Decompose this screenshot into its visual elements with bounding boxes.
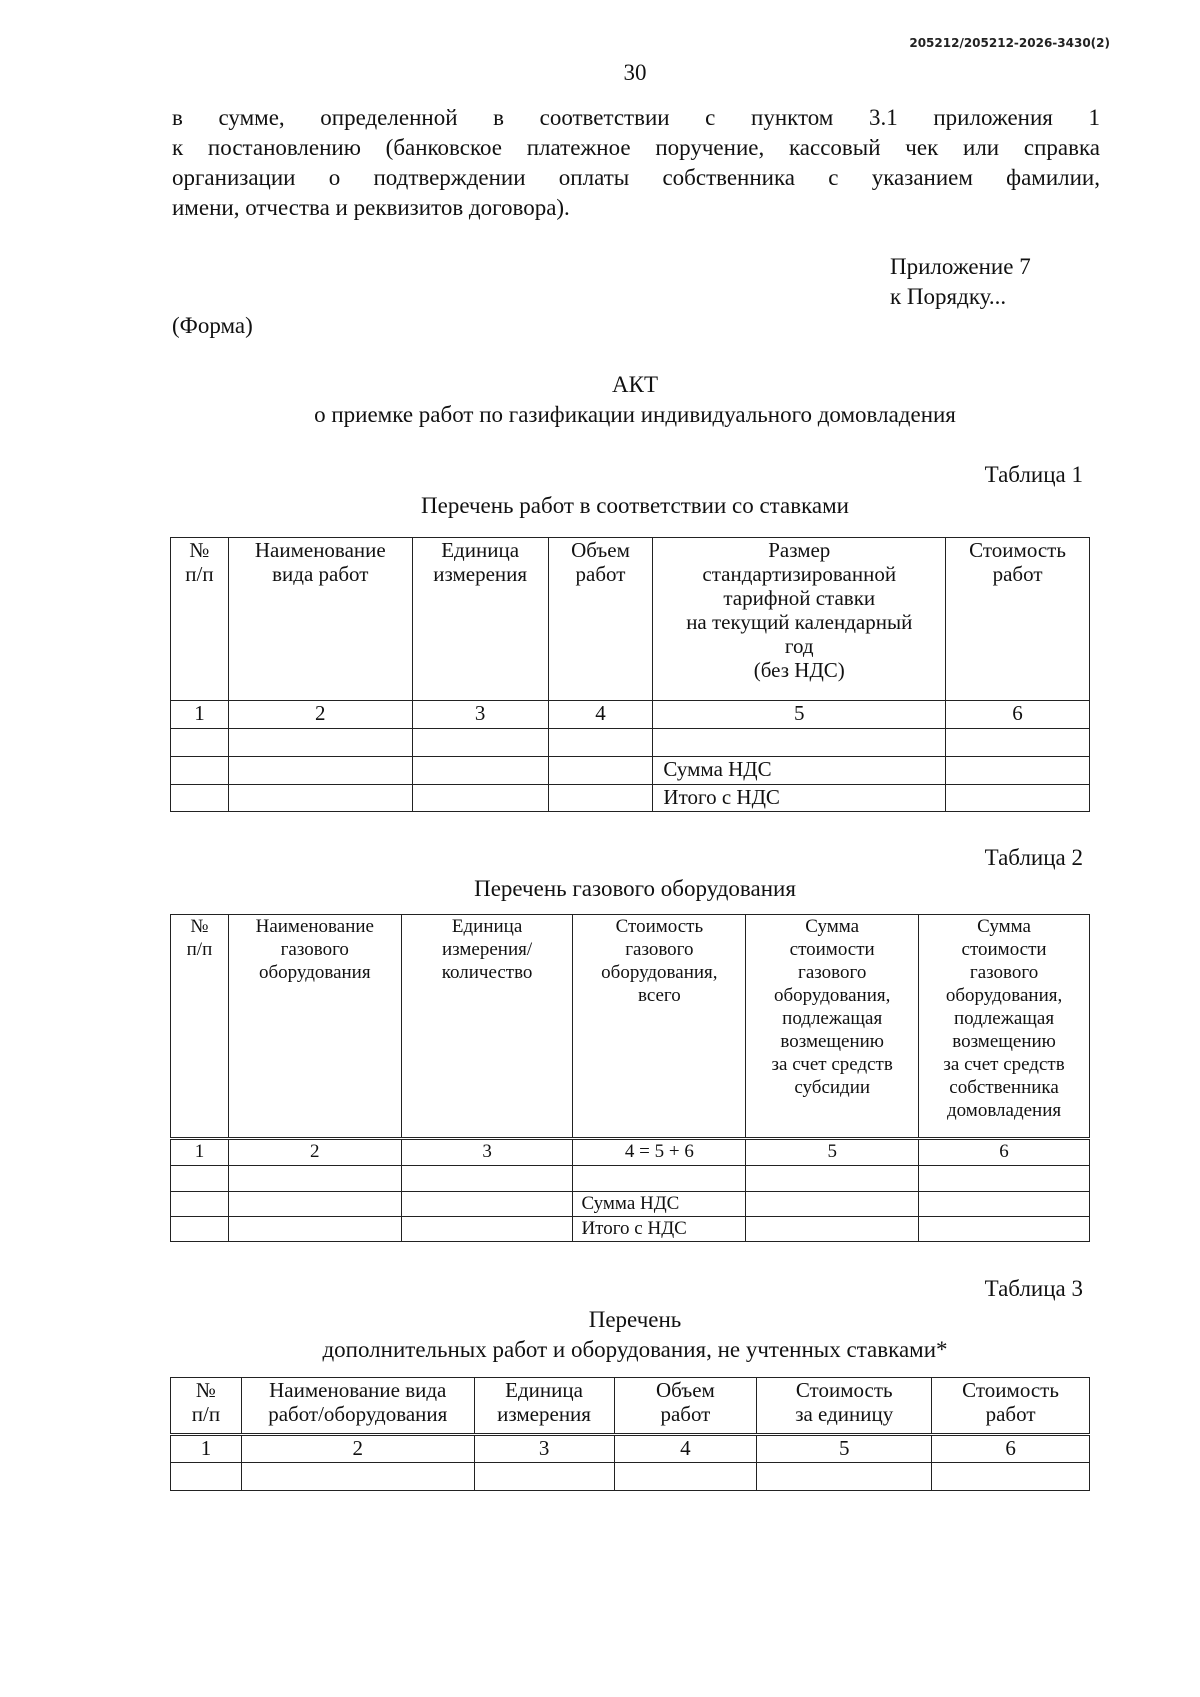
column-number: 5 <box>757 1435 932 1463</box>
header-cell: Единица измерения <box>412 538 548 701</box>
header-cell: Стоимость работ <box>932 1378 1090 1435</box>
column-number: 6 <box>919 1139 1090 1166</box>
intro-line: имени, отчества и реквизитов договора). <box>172 195 570 220</box>
header-cell: Сумма стоимости газового оборудования, подлежащая возмещению за счет средств субсидии <box>746 915 919 1139</box>
table3-label: Таблица 3 <box>984 1276 1083 1301</box>
column-number: 5 <box>653 701 946 729</box>
header-cell: Наименование вида работ/оборудования <box>241 1378 474 1435</box>
header-cell: Объем работ <box>548 538 653 701</box>
vat-sum-label: Сумма НДС <box>653 757 946 785</box>
appendix-reference <box>890 252 1031 312</box>
column-number: 3 <box>412 701 548 729</box>
page-number: 30 <box>623 60 647 85</box>
intro-line: к постановлению (банковское платежное поручение, кассовый чек или справка <box>172 135 1100 160</box>
column-number: 4 <box>548 701 653 729</box>
total-row <box>171 785 1090 812</box>
header-cell: Наименование вида работ <box>228 538 412 701</box>
column-number: 3 <box>401 1139 573 1166</box>
gas-equipment-table <box>170 914 1090 1242</box>
column-number: 6 <box>932 1435 1090 1463</box>
vat-row <box>171 757 1090 785</box>
column-number: 1 <box>171 1435 242 1463</box>
table1-label: Таблица 1 <box>984 462 1083 487</box>
header-cell: Единица измерения/ количество <box>401 915 573 1139</box>
intro-line: организации о подтверждении оплаты собственника с указанием фамилии, <box>172 165 1100 190</box>
act-subtitle: о приемке работ по газификации индивидуального домовладения <box>314 402 956 427</box>
appendix-line: Приложение 7 <box>890 254 1031 279</box>
table-header-row <box>171 915 1090 1139</box>
intro-paragraph <box>172 103 1100 223</box>
header-cell: Объем работ <box>614 1378 757 1435</box>
table-header-row <box>171 1378 1090 1435</box>
table-row <box>171 1463 1090 1491</box>
column-number: 3 <box>474 1435 614 1463</box>
table-header-row <box>171 538 1090 701</box>
header-cell: № п/п <box>171 538 229 701</box>
document-id: 205212/205212-2026-3430(2) <box>909 36 1110 50</box>
table-row <box>171 729 1090 757</box>
table-row <box>171 1166 1090 1192</box>
header-cell: Сумма стоимости газового оборудования, подлежащая возмещению за счет средств собственника домовладения <box>919 915 1090 1139</box>
column-number: 5 <box>746 1139 919 1166</box>
appendix-line: к Порядку... <box>890 284 1007 309</box>
header-cell: Стоимость работ <box>946 538 1090 701</box>
column-number: 6 <box>946 701 1090 729</box>
header-cell: Стоимость за единицу <box>757 1378 932 1435</box>
column-number: 1 <box>171 1139 229 1166</box>
total-row <box>171 1217 1090 1242</box>
total-with-vat-label: Итого с НДС <box>573 1217 746 1242</box>
header-cell: Размер стандартизированной тарифной ставки на текущий календарный год (без НДС) <box>653 538 946 701</box>
intro-line: в сумме, определенной в соответствии с пунктом 3.1 приложения 1 <box>172 105 1100 130</box>
column-number: 2 <box>228 701 412 729</box>
header-cell: Единица измерения <box>474 1378 614 1435</box>
vat-sum-label: Сумма НДС <box>573 1192 746 1217</box>
header-cell: № п/п <box>171 1378 242 1435</box>
additional-works-table <box>170 1377 1090 1491</box>
table3-caption-line1: Перечень <box>588 1307 682 1332</box>
column-number: 4 = 5 + 6 <box>573 1139 746 1166</box>
column-number-row <box>171 1139 1090 1166</box>
works-table <box>170 537 1090 812</box>
column-number-row <box>171 1435 1090 1463</box>
vat-row <box>171 1192 1090 1217</box>
column-number-row <box>171 701 1090 729</box>
table2-caption: Перечень газового оборудования <box>474 876 796 901</box>
table1-caption: Перечень работ в соответствии со ставками <box>421 493 849 518</box>
header-cell: Наименование газового оборудования <box>228 915 401 1139</box>
column-number: 1 <box>171 701 229 729</box>
total-with-vat-label: Итого с НДС <box>653 785 946 812</box>
form-label: (Форма) <box>172 313 253 338</box>
column-number: 4 <box>614 1435 757 1463</box>
act-title: АКТ <box>612 372 658 397</box>
header-cell: № п/п <box>171 915 229 1139</box>
column-number: 2 <box>228 1139 401 1166</box>
table2-label: Таблица 2 <box>984 845 1083 870</box>
column-number: 2 <box>241 1435 474 1463</box>
header-cell: Стоимость газового оборудования, всего <box>573 915 746 1139</box>
table3-caption-line2: дополнительных работ и оборудования, не учтенных ставками* <box>322 1337 948 1362</box>
